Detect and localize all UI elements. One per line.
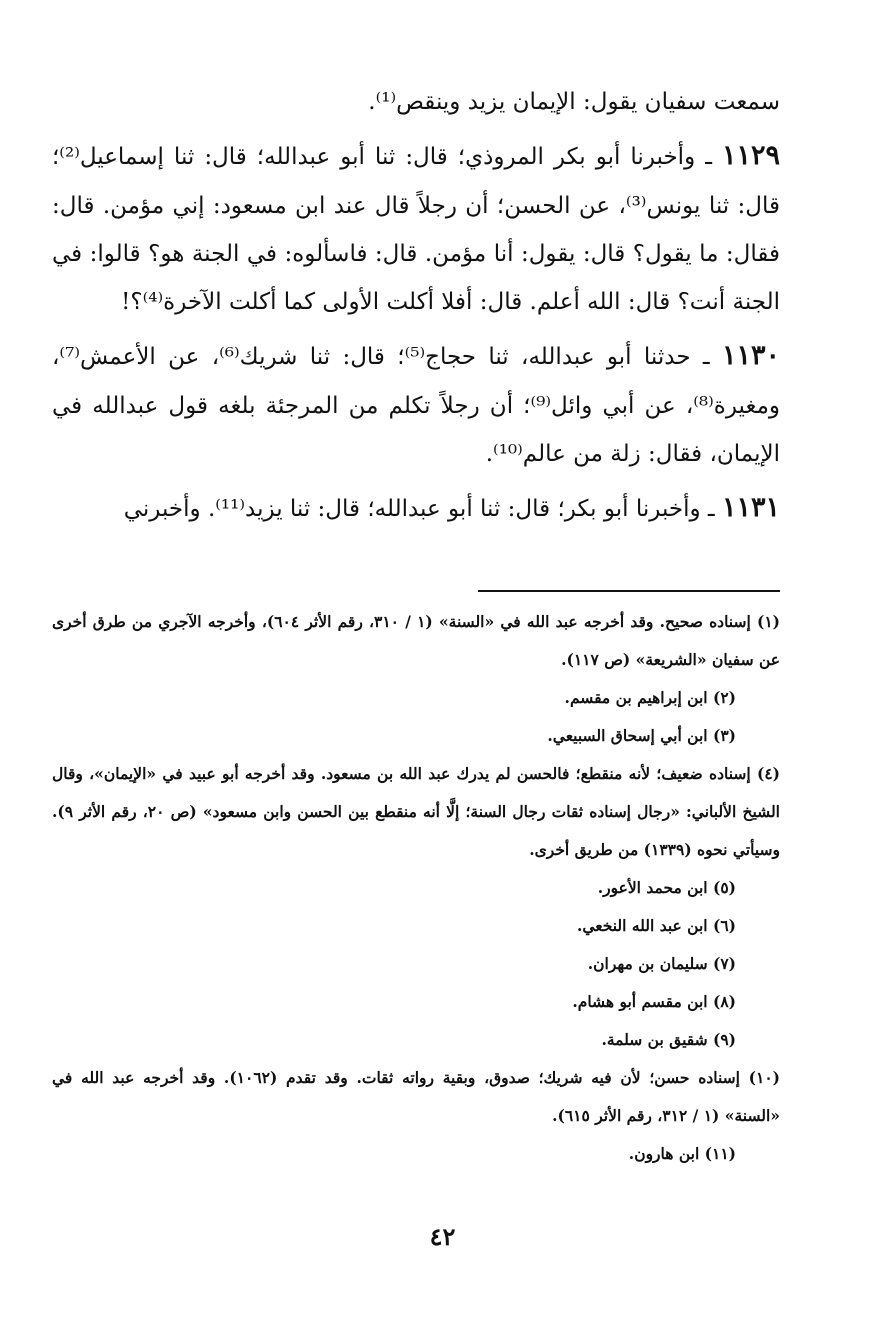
page-number: ٤٢ (429, 1222, 456, 1251)
narration-number: ١١٣١ (721, 492, 780, 524)
narration-number: ١١٢٩ (721, 140, 780, 172)
footnote-2: (٢) ابن إبراهيم بن مقسم. (564, 688, 736, 707)
footnote-11: (١١) ابن هارون. (628, 1144, 736, 1163)
narration-text: ـ وأخبرنا أبو بكر المروذي؛ قال: ثنا أبو عبدالله؛ قال: ثنا إسماعيل⁽²⁾؛ قال: ثنا يونس⁽³⁾، عن الحسن؛ أن رجلاً قال عند ابن مسعود: إني مؤمن. قال: فقال: ما يقول؟ قال: يقول: أنا مؤمن. قال: فاسألوه: في الجنة هو؟ قالوا: في الجنة أنت؟ قال: الله أعلم. قال: أفلا أكلت الأولى كما أكلت الآخرة⁽⁴⁾؟! (52, 144, 780, 316)
footnote-7: (٧) سليمان بن مهران. (587, 954, 736, 973)
narration-text: ـ حدثنا أبو عبدالله، ثنا حجاج⁽⁵⁾؛ قال: ثنا شريك⁽⁶⁾، عن الأعمش⁽⁷⁾، ومغيرة⁽⁸⁾، عن أبي وائل⁽⁹⁾؛ أن رجلاً تكلم من المرجئة بلغه قول عبدالله في الإيمان، فقال: زلة من عالم⁽¹⁰⁾. (52, 344, 781, 468)
narration-1131 (52, 484, 780, 533)
footnote-5: (٥) ابن محمد الأعور. (597, 878, 736, 897)
narration-1130 (52, 332, 780, 478)
opening-line: سمعت سفيان يقول: الإيمان يزيد وينقص⁽¹⁾. (368, 89, 780, 115)
footnote-6: (٦) ابن عبد الله النخعي. (576, 916, 736, 935)
footnote-3: (٣) ابن أبي إسحاق السبيعي. (547, 726, 736, 745)
footnote-8: (٨) ابن مقسم أبو هشام. (572, 992, 736, 1011)
footnote-4: (٤) إسناده ضعيف؛ لأنه منقطع؛ فالحسن لم يدرك عبد الله بن مسعود. وقد أخرجه أبو عبيد في «الإيمان»، وقال الشيخ الألباني: «رجال إسناده ثقات رجال السنة؛ إلَّا أنه منقطع بين الحسن وابن مسعود» (ص ٢٠، رقم الأثر ٩). وسيأتي نحوه (١٣٣٩) من طريق أخرى. (52, 764, 780, 859)
footnote-separator (478, 590, 780, 592)
footnote-1: (١) إسناده صحيح. وقد أخرجه عبد الله في «السنة» (١ / ٣١٠، رقم الأثر ٦٠٤)، وأخرجه الآجري من طرق أخرى عن سفيان «الشريعة» (ص ١١٧). (52, 612, 780, 669)
narration-text: ـ وأخبرنا أبو بكر؛ قال: ثنا أبو عبدالله؛ قال: ثنا يزيد⁽¹¹⁾. وأخبرني (123, 496, 722, 523)
footnotes (52, 603, 780, 1173)
narration-number: ١١٣٠ (721, 340, 780, 372)
narration-1129 (52, 132, 780, 326)
main-text (52, 78, 780, 534)
footnote-9: (٩) شقيق بن سلمة. (601, 1030, 736, 1049)
footnote-10: (١٠) إسناده حسن؛ لأن فيه شريك؛ صدوق، وبقية رواته ثقات. وقد تقدم (١٠٦٢). وقد أخرجه عبد الله في «السنة» (١ / ٣١٢، رقم الأثر ٦١٥). (52, 1068, 780, 1125)
